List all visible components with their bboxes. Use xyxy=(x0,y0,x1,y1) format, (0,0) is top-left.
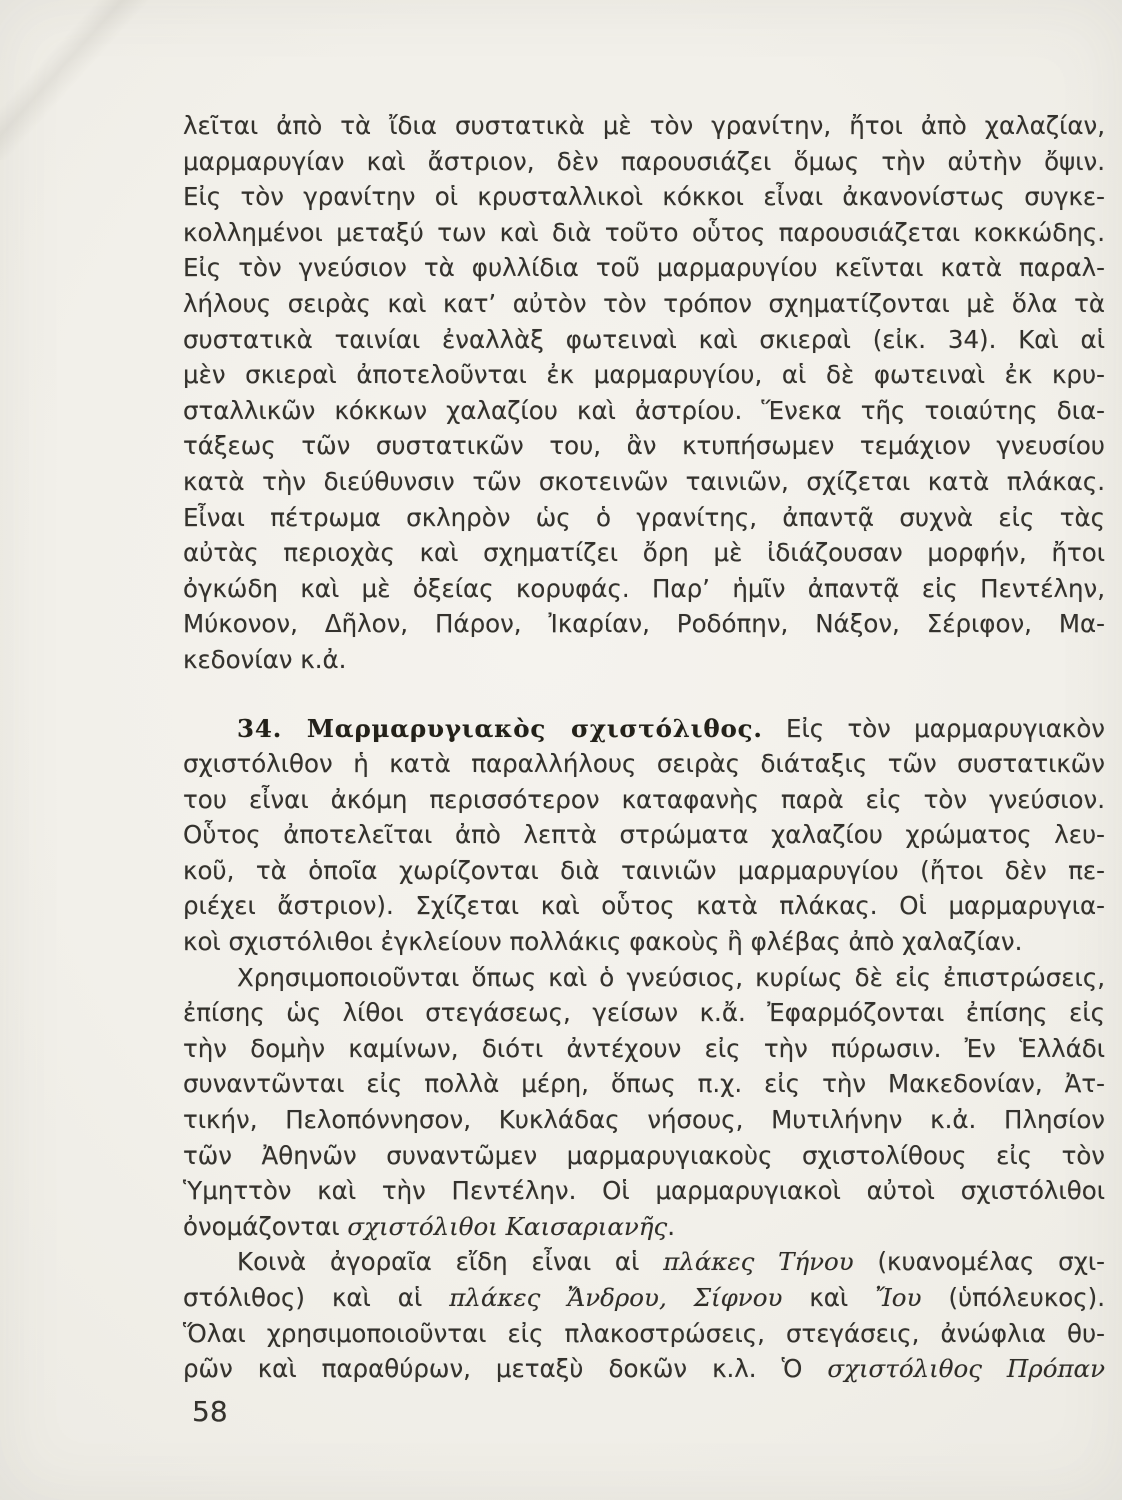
body-text: κολλημένοι μεταξύ των καὶ διὰ τοῦτο οὗτος παρουσιάζεται κοκκώδης. xyxy=(183,217,1105,247)
text-line xyxy=(183,322,1105,358)
italic-term: πλάκες Τήνου xyxy=(663,1247,854,1277)
body-text: στόλιθος) καὶ αἱ xyxy=(183,1283,450,1312)
paragraph-gneiss-continuation xyxy=(183,108,1105,678)
text-line xyxy=(183,357,1105,393)
body-text: Εἰς τὸν γρανίτην οἱ κρυσταλλικοὶ κόκκοι εἶναι ἀκανονίστως συγκε- xyxy=(183,182,1105,212)
text-line xyxy=(183,606,1105,642)
text-line xyxy=(183,1280,1105,1316)
body-text: Εἰς τὸν γνεύσιον τὰ φυλλίδια τοῦ μαρμαρυγίου κεῖνται κατὰ παραλ- xyxy=(183,253,1105,283)
text-line xyxy=(183,500,1105,536)
body-text: μαρμαρυγίαν καὶ ἄστριον, δὲν παρουσιάζει ὅμως τὴν αὐτὴν ὄψιν. xyxy=(183,146,1105,176)
body-text: κοῦ, τὰ ὁποῖα χωρίζονται διὰ ταινιῶν μαρμαρυγίου (ἤτοι δὲν πε- xyxy=(183,855,1105,885)
text-line xyxy=(183,817,1105,853)
section-heading: 34. Μαρμαρυγιακὸς σχιστόλιθος. xyxy=(237,713,763,743)
text-line xyxy=(183,995,1105,1031)
body-text: ρῶν καὶ παραθύρων, μεταξὺ δοκῶν κ.λ. Ὁ xyxy=(183,1354,828,1384)
text-line xyxy=(183,888,1105,924)
body-text: Κοινὰ ἀγοραῖα εἴδη εἶναι αἱ xyxy=(237,1247,664,1277)
text-line xyxy=(183,286,1105,322)
body-text: σχιστόλιθον ἡ κατὰ παραλλήλους σειρὰς διάταξις τῶν συστατικῶν xyxy=(183,749,1105,779)
paragraph-uses xyxy=(183,960,1105,1245)
text-line xyxy=(183,853,1105,889)
body-text: κεδονίαν κ.ἀ. xyxy=(183,644,347,674)
text-line xyxy=(183,250,1105,286)
body-text: σταλλικῶν κόκκων χαλαζίου καὶ ἀστρίου. Ἕνεκα τῆς τοιαύτης δια- xyxy=(183,395,1105,425)
italic-term: Ἴου xyxy=(875,1283,922,1312)
body-text: συναντῶνται εἰς πολλὰ μέρη, ὅπως π.χ. εἰς τὴν Μακεδονίαν, Ἀτ- xyxy=(183,1069,1105,1099)
body-text: Ὑμηττὸν καὶ τὴν Πεντέλην. Οἱ μαρμαρυγιακοὶ αὐτοὶ σχιστόλιθοι xyxy=(183,1176,1105,1206)
text-line xyxy=(183,1316,1105,1352)
text-line xyxy=(183,535,1105,571)
text-line xyxy=(183,1031,1105,1067)
text-line xyxy=(183,1351,1105,1387)
text-line xyxy=(183,428,1105,464)
text-line xyxy=(183,1066,1105,1102)
body-text: καὶ xyxy=(782,1283,876,1312)
text-line xyxy=(183,1244,1105,1280)
text-line xyxy=(183,1138,1105,1174)
text-line xyxy=(183,393,1105,429)
text-line xyxy=(183,746,1105,782)
body-text: τὴν δομὴν καμίνων, διότι ἀντέχουν εἰς τὴν πύρωσιν. Ἐν Ἑλλάδι xyxy=(183,1033,1105,1063)
body-text: Εἰς τὸν μαρμαρυγιακὸν xyxy=(762,713,1105,743)
body-text: κατὰ τὴν διεύθυνσιν τῶν σκοτεινῶν ταινιῶν, σχίζεται κατὰ πλάκας. xyxy=(183,466,1105,496)
body-text: ριέχει ἄστριον). Σχίζεται καὶ οὗτος κατὰ πλάκας. Οἱ μαρμαρυγια- xyxy=(183,891,1105,921)
italic-term: σχιστόλιθος Πρόπαν xyxy=(827,1354,1105,1384)
body-text: τικήν, Πελοπόννησον, Κυκλάδας νήσους, Μυτιλήνην κ.ἀ. Πλησίον xyxy=(183,1105,1105,1135)
body-text: Ὅλαι χρησιμοποιοῦνται εἰς πλακοστρώσεις, στεγάσεις, ἀνώφλια θυ- xyxy=(183,1318,1105,1348)
text-line xyxy=(183,215,1105,251)
body-text: Οὗτος ἀποτελεῖται ἀπὸ λεπτὰ στρώματα χαλαζίου χρώματος λευ- xyxy=(183,820,1105,850)
body-text: ἐπίσης ὡς λίθοι στεγάσεως, γείσων κ.ἄ. Ἐφαρμόζονται ἐπίσης εἰς xyxy=(183,998,1105,1028)
body-text: . xyxy=(667,1211,675,1241)
text-line xyxy=(183,144,1105,180)
paragraph-commercial-types xyxy=(183,1244,1105,1386)
body-text: ὀγκώδη καὶ μὲ ὀξείας κορυφάς. Παρ’ ἡμῖν ἀπαντᾷ εἰς Πεντέλην, xyxy=(183,573,1105,603)
text-line xyxy=(183,960,1105,996)
body-text: αὐτὰς περιοχὰς καὶ σχηματίζει ὄρη μὲ ἰδιάζουσαν μορφήν, ἤτοι xyxy=(183,538,1105,568)
text-line xyxy=(183,108,1105,144)
body-text: τῶν Ἀθηνῶν συναντῶμεν μαρμαρυγιακοὺς σχιστολίθους εἰς τὸν xyxy=(183,1140,1105,1170)
paper-crease xyxy=(0,0,170,160)
text-line xyxy=(183,1173,1105,1209)
text-block xyxy=(183,108,1105,1387)
page-number: 58 xyxy=(192,1395,228,1428)
text-line xyxy=(183,711,1105,747)
body-text: Χρησιμοποιοῦνται ὅπως καὶ ὁ γνεύσιος, κυρίως δὲ εἰς ἐπιστρώσεις, xyxy=(237,962,1105,992)
body-text: συστατικὰ ταινίαι ἐναλλὰξ φωτειναὶ καὶ σκιεραὶ (εἰκ. 34). Καὶ αἱ xyxy=(183,324,1105,354)
italic-term: πλάκες Ἄνδρου, Σίφνου xyxy=(449,1283,783,1312)
body-text: λεῖται ἀπὸ τὰ ἴδια συστατικὰ μὲ τὸν γρανίτην, ἤτοι ἀπὸ χαλαζίαν, xyxy=(183,111,1105,140)
text-line xyxy=(183,642,1105,678)
text-line xyxy=(183,1102,1105,1138)
body-text: (ὑπόλευκος). xyxy=(921,1283,1105,1312)
paragraph-section-34 xyxy=(183,711,1105,960)
body-text: Μύκονον, Δῆλον, Πάρον, Ἰκαρίαν, Ροδόπην, Νάξον, Σέριφον, Μα- xyxy=(183,609,1105,639)
body-text: λήλους σειρὰς καὶ κατ’ αὐτὸν τὸν τρόπον σχηματίζονται μὲ ὅλα τὰ xyxy=(183,288,1105,318)
text-line xyxy=(183,782,1105,818)
text-line xyxy=(183,464,1105,500)
body-text: κοὶ σχιστόλιθοι ἐγκλείουν πολλάκις φακοὺς ἢ φλέβας ἀπὸ χαλαζίαν. xyxy=(183,927,1023,957)
text-line xyxy=(183,1209,1105,1245)
italic-term: σχιστόλιθοι Καισαριανῆς xyxy=(347,1211,668,1241)
body-text: μὲν σκιεραὶ ἀποτελοῦνται ἐκ μαρμαρυγίου, αἱ δὲ φωτειναὶ ἐκ κρυ- xyxy=(183,360,1105,390)
body-text: του εἶναι ἀκόμη περισσότερον καταφανὴς παρὰ εἰς τὸν γνεύσιον. xyxy=(183,784,1105,814)
body-text: (κυανομέλας σχι- xyxy=(853,1247,1105,1277)
body-text: ὀνομάζονται xyxy=(183,1211,348,1241)
text-line xyxy=(183,179,1105,215)
text-line xyxy=(183,571,1105,607)
body-text: Εἶναι πέτρωμα σκληρὸν ὡς ὁ γρανίτης, ἀπαντᾷ συχνὰ εἰς τὰς xyxy=(183,502,1105,532)
body-text: τάξεως τῶν συστατικῶν του, ἂν κτυπήσωμεν τεμάχιον γνευσίου xyxy=(183,431,1105,461)
text-line xyxy=(183,924,1105,960)
